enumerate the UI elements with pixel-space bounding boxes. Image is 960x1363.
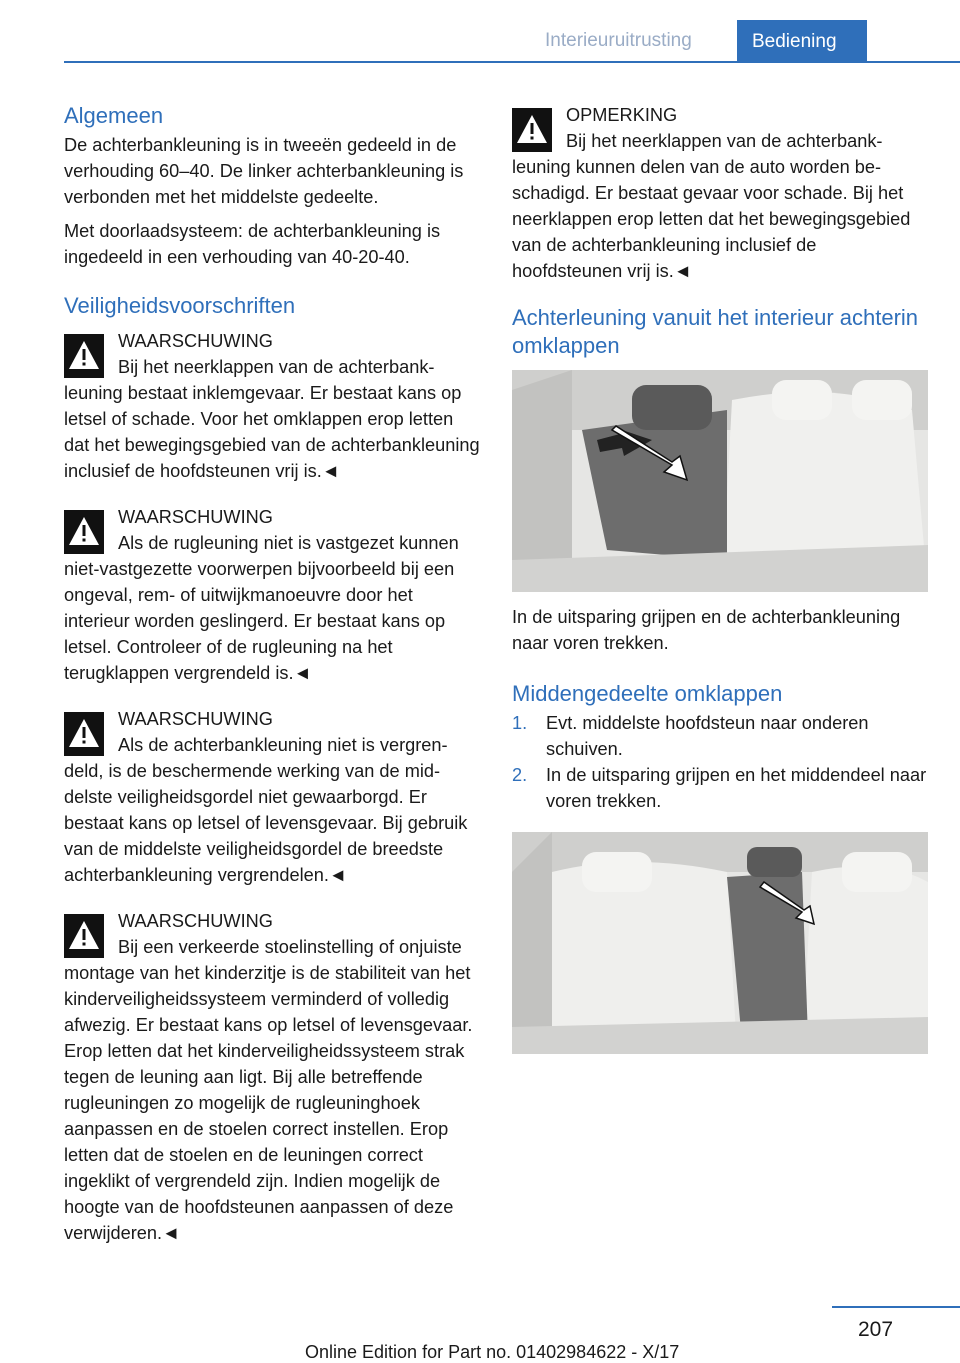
- note-title: OPMERKING: [566, 105, 678, 125]
- heading-middle-section: Middengedeelte omklappen: [512, 681, 783, 706]
- steps-list: [512, 710, 928, 814]
- general-paragraph-1: De achterbankleuning is in tweeën gedeeld in de verhouding 60–40. De linker achterbankleuning is verbonden met het middelste gedeelte.: [64, 135, 464, 207]
- warning-triangle-icon: [64, 510, 104, 554]
- right-column: [512, 102, 928, 1066]
- warning-block: [64, 504, 480, 686]
- note-text: Bij het neerklappen van de achterbankleuning kunnen delen van de auto worden beschadigd. Er bestaat gevaar voor schade. Bij het neerklappen erop letten dat het bewegingsgebied van de achterbankleuning inclusief de hoofdsteunen vrij is.◄: [512, 131, 911, 281]
- warning-text: Als de achterbankleuning niet is vergrendeld, is de beschermende werking van de middelste veiligheidsgordel niet gewaarborgd. Er bestaat kans op letsel of levensgevaar. Bij gebruik van de middelste veiligheidsgordel de breedste achterbankleuning vergrendelen.◄: [64, 735, 468, 885]
- warning-title: WAARSCHUWING: [118, 507, 273, 527]
- warning-block: [64, 706, 480, 888]
- warning-title: WAARSCHUWING: [118, 911, 273, 931]
- warning-triangle-icon: [64, 334, 104, 378]
- general-paragraph-2: Met doorlaadsysteem: de achterbankleuning is ingedeeld in een verhouding van 40-20-40.: [64, 221, 441, 267]
- list-item: [512, 762, 928, 814]
- warning-text: Bij het neerklappen van de achterbankleuning bestaat inklemgevaar. Er bestaat kans op letsel of schade. Voor het omklappen erop letten dat het bewegingsgebied van de achterbankleuning inclusief de hoofdsteunen vrij is.◄: [64, 357, 480, 481]
- step-text: In de uitsparing grijpen en het middendeel naar voren trekken.: [546, 765, 927, 811]
- warning-triangle-icon: [64, 914, 104, 958]
- step-text: Evt. middelste hoofdsteun naar onderen schuiven.: [546, 713, 869, 759]
- note-block: [512, 102, 928, 284]
- page-header: [0, 0, 960, 62]
- section-title: Interieuruitrusting: [545, 30, 692, 51]
- warning-title: WAARSCHUWING: [118, 709, 273, 729]
- caution-triangle-icon: [512, 108, 552, 152]
- left-column: [64, 102, 480, 1266]
- step-number: 1.: [512, 713, 528, 733]
- warning-block: [64, 908, 480, 1246]
- heading-fold-backrest: Achterleuning vanuit het interieur achterin omklappen: [512, 305, 919, 358]
- step-number: 2.: [512, 765, 528, 785]
- warning-title: WAARSCHUWING: [118, 331, 273, 351]
- backrest-fold-illustration: [512, 370, 928, 592]
- warning-triangle-icon: [64, 712, 104, 756]
- heading-safety: Veiligheidsvoorschriften: [64, 293, 296, 318]
- warning-text: Als de rugleuning niet is vastgezet kunnen niet-vastgezette voorwerpen bijvoorbeeld bij een ongeval, rem- of uitwijkmanoeuvre door het interieur worden geslingerd. Er bestaat kans op letsel. Controleer of de rugleuning na het terugklappen vergrendeld is.◄: [64, 533, 459, 683]
- header-rule: [64, 61, 960, 63]
- list-item: [512, 710, 928, 762]
- fold-caption: In de uitsparing grijpen en de achterbankleuning naar voren trekken.: [512, 607, 901, 653]
- page-number: 207: [858, 1318, 894, 1341]
- edition-line: Online Edition for Part no. 01402984622 - X/17: [305, 1342, 680, 1362]
- middle-section-fold-illustration: [512, 832, 928, 1054]
- footer-rule: [832, 1306, 960, 1308]
- warning-text: Bij een verkeerde stoelinstelling of onjuiste montage van het kinderzitje is de stabiliteit van het kinderveiligheidssysteem verminderd of volledig afwezig. Er bestaat kans op letsel of levensgevaar. Erop letten dat het kinderveiligheidssysteem strak tegen de leuning aan ligt. Bij alle betreffende rugleuningen zo mogelijk de rugleuninghoek aanpassen en de stoelen correct instellen. Erop letten dat de stoelen en de leuningen correct ingeklikt of vergrendeld zijn. Indien mogelijk de hoogte van de hoofdsteunen aanpassen of deze verwijderen.◄: [64, 937, 473, 1243]
- heading-general: Algemeen: [64, 103, 164, 128]
- warning-block: [64, 328, 480, 484]
- chapter-tab: Bediening: [737, 20, 867, 62]
